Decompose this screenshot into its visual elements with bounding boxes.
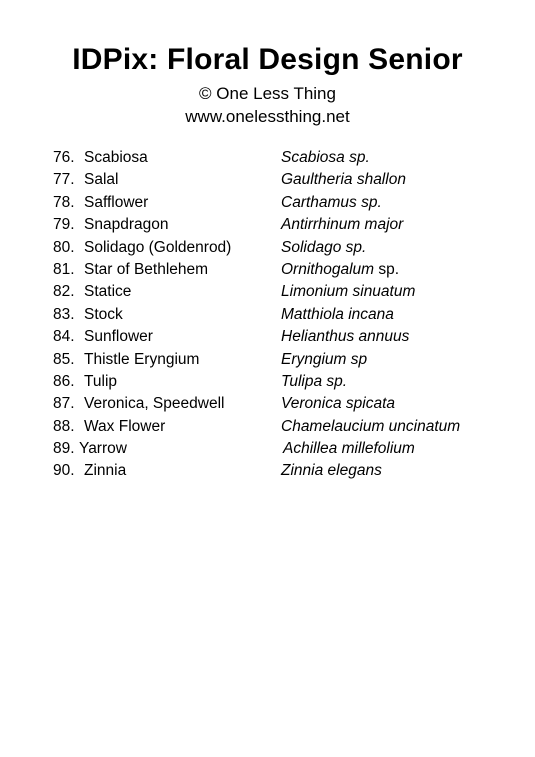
scientific-name-italic: Scabiosa sp. xyxy=(281,149,370,166)
scientific-name xyxy=(281,281,415,303)
scientific-name xyxy=(283,438,415,460)
item-number: 88. xyxy=(53,417,75,435)
item-number: 87. xyxy=(53,395,75,413)
common-name: Salal xyxy=(84,171,119,189)
item-number: 90. xyxy=(53,462,75,480)
scientific-name xyxy=(281,349,367,371)
common-name: Sunflower xyxy=(84,328,153,346)
scientific-name xyxy=(281,304,394,326)
item-number: 77. xyxy=(53,171,75,189)
item-number: 84. xyxy=(53,328,75,346)
item-number: 83. xyxy=(53,305,75,323)
scientific-name-italic: Chamelaucium uncinatum xyxy=(281,417,461,435)
scientific-name-italic: Limonium sinuatum xyxy=(281,283,416,301)
list-item xyxy=(53,147,493,169)
list-item xyxy=(53,371,493,393)
item-number: 80. xyxy=(53,238,75,256)
common-name: Scabiosa xyxy=(84,149,148,166)
list-item xyxy=(53,460,493,482)
common-name: Safflower xyxy=(84,193,149,211)
list-item xyxy=(53,416,493,438)
common-name: Thistle Eryngium xyxy=(84,350,200,368)
item-number: 89. xyxy=(53,440,75,458)
item-number: 86. xyxy=(53,372,75,390)
scientific-name-italic: Helianthus annuus xyxy=(281,328,410,346)
common-name: Yarrow xyxy=(79,440,127,458)
page-title: IDPix: Floral Design Senior xyxy=(72,43,463,76)
scientific-name xyxy=(281,460,382,482)
scientific-name-italic: Antirrhinum major xyxy=(281,216,404,234)
list-item xyxy=(53,281,493,303)
list-item xyxy=(53,237,493,259)
item-number: 76. xyxy=(53,149,75,166)
item-number: 81. xyxy=(53,260,75,278)
scientific-name xyxy=(281,416,460,438)
scientific-name xyxy=(281,147,370,169)
scientific-name-italic: Tulipa sp. xyxy=(281,372,348,390)
common-name: Stock xyxy=(84,305,123,323)
scientific-name xyxy=(281,237,366,259)
scientific-name xyxy=(281,169,406,191)
scientific-name xyxy=(281,259,399,281)
common-name: Star of Bethlehem xyxy=(84,260,209,278)
scientific-name xyxy=(281,371,347,393)
list-item xyxy=(53,259,493,281)
list-item xyxy=(53,349,493,371)
common-name: Statice xyxy=(84,283,132,301)
item-number: 82. xyxy=(53,283,75,301)
scientific-name-plain: sp. xyxy=(374,260,400,278)
scientific-name-italic: Ornithogalum xyxy=(281,260,375,278)
list-item xyxy=(53,326,493,348)
plant-list xyxy=(53,147,493,483)
scientific-name-italic: Matthiola incana xyxy=(281,305,394,323)
item-number: 85. xyxy=(53,350,75,368)
common-name: Veronica, Speedwell xyxy=(84,395,225,413)
scientific-name-italic: Carthamus sp. xyxy=(281,193,382,211)
common-name: Wax Flower xyxy=(84,417,166,435)
scientific-name-italic: Eryngium sp xyxy=(281,350,368,368)
scientific-name xyxy=(281,192,382,214)
scientific-name-italic: Zinnia elegans xyxy=(281,462,382,480)
website-line: www.onelessthing.net xyxy=(185,107,350,126)
item-number: 78. xyxy=(53,193,75,211)
scientific-name-italic: Solidago sp. xyxy=(281,238,367,256)
common-name: Snapdragon xyxy=(84,216,169,234)
list-item xyxy=(53,304,493,326)
scientific-name xyxy=(281,393,395,415)
scientific-name-italic: Achillea millefolium xyxy=(283,440,415,458)
list-item xyxy=(53,393,493,415)
list-item xyxy=(53,169,493,191)
scientific-name-italic: Veronica spicata xyxy=(281,395,396,413)
common-name: Zinnia xyxy=(84,462,127,480)
item-number: 79. xyxy=(53,216,75,234)
common-name: Tulip xyxy=(84,372,118,390)
copyright-line: © One Less Thing xyxy=(199,84,336,103)
list-item xyxy=(53,214,493,236)
scientific-name-italic: Gaultheria shallon xyxy=(281,171,406,189)
list-item xyxy=(53,192,493,214)
common-name: Solidago (Goldenrod) xyxy=(84,238,232,256)
scientific-name xyxy=(281,214,403,236)
list-item xyxy=(53,438,493,460)
scientific-name xyxy=(281,326,409,348)
